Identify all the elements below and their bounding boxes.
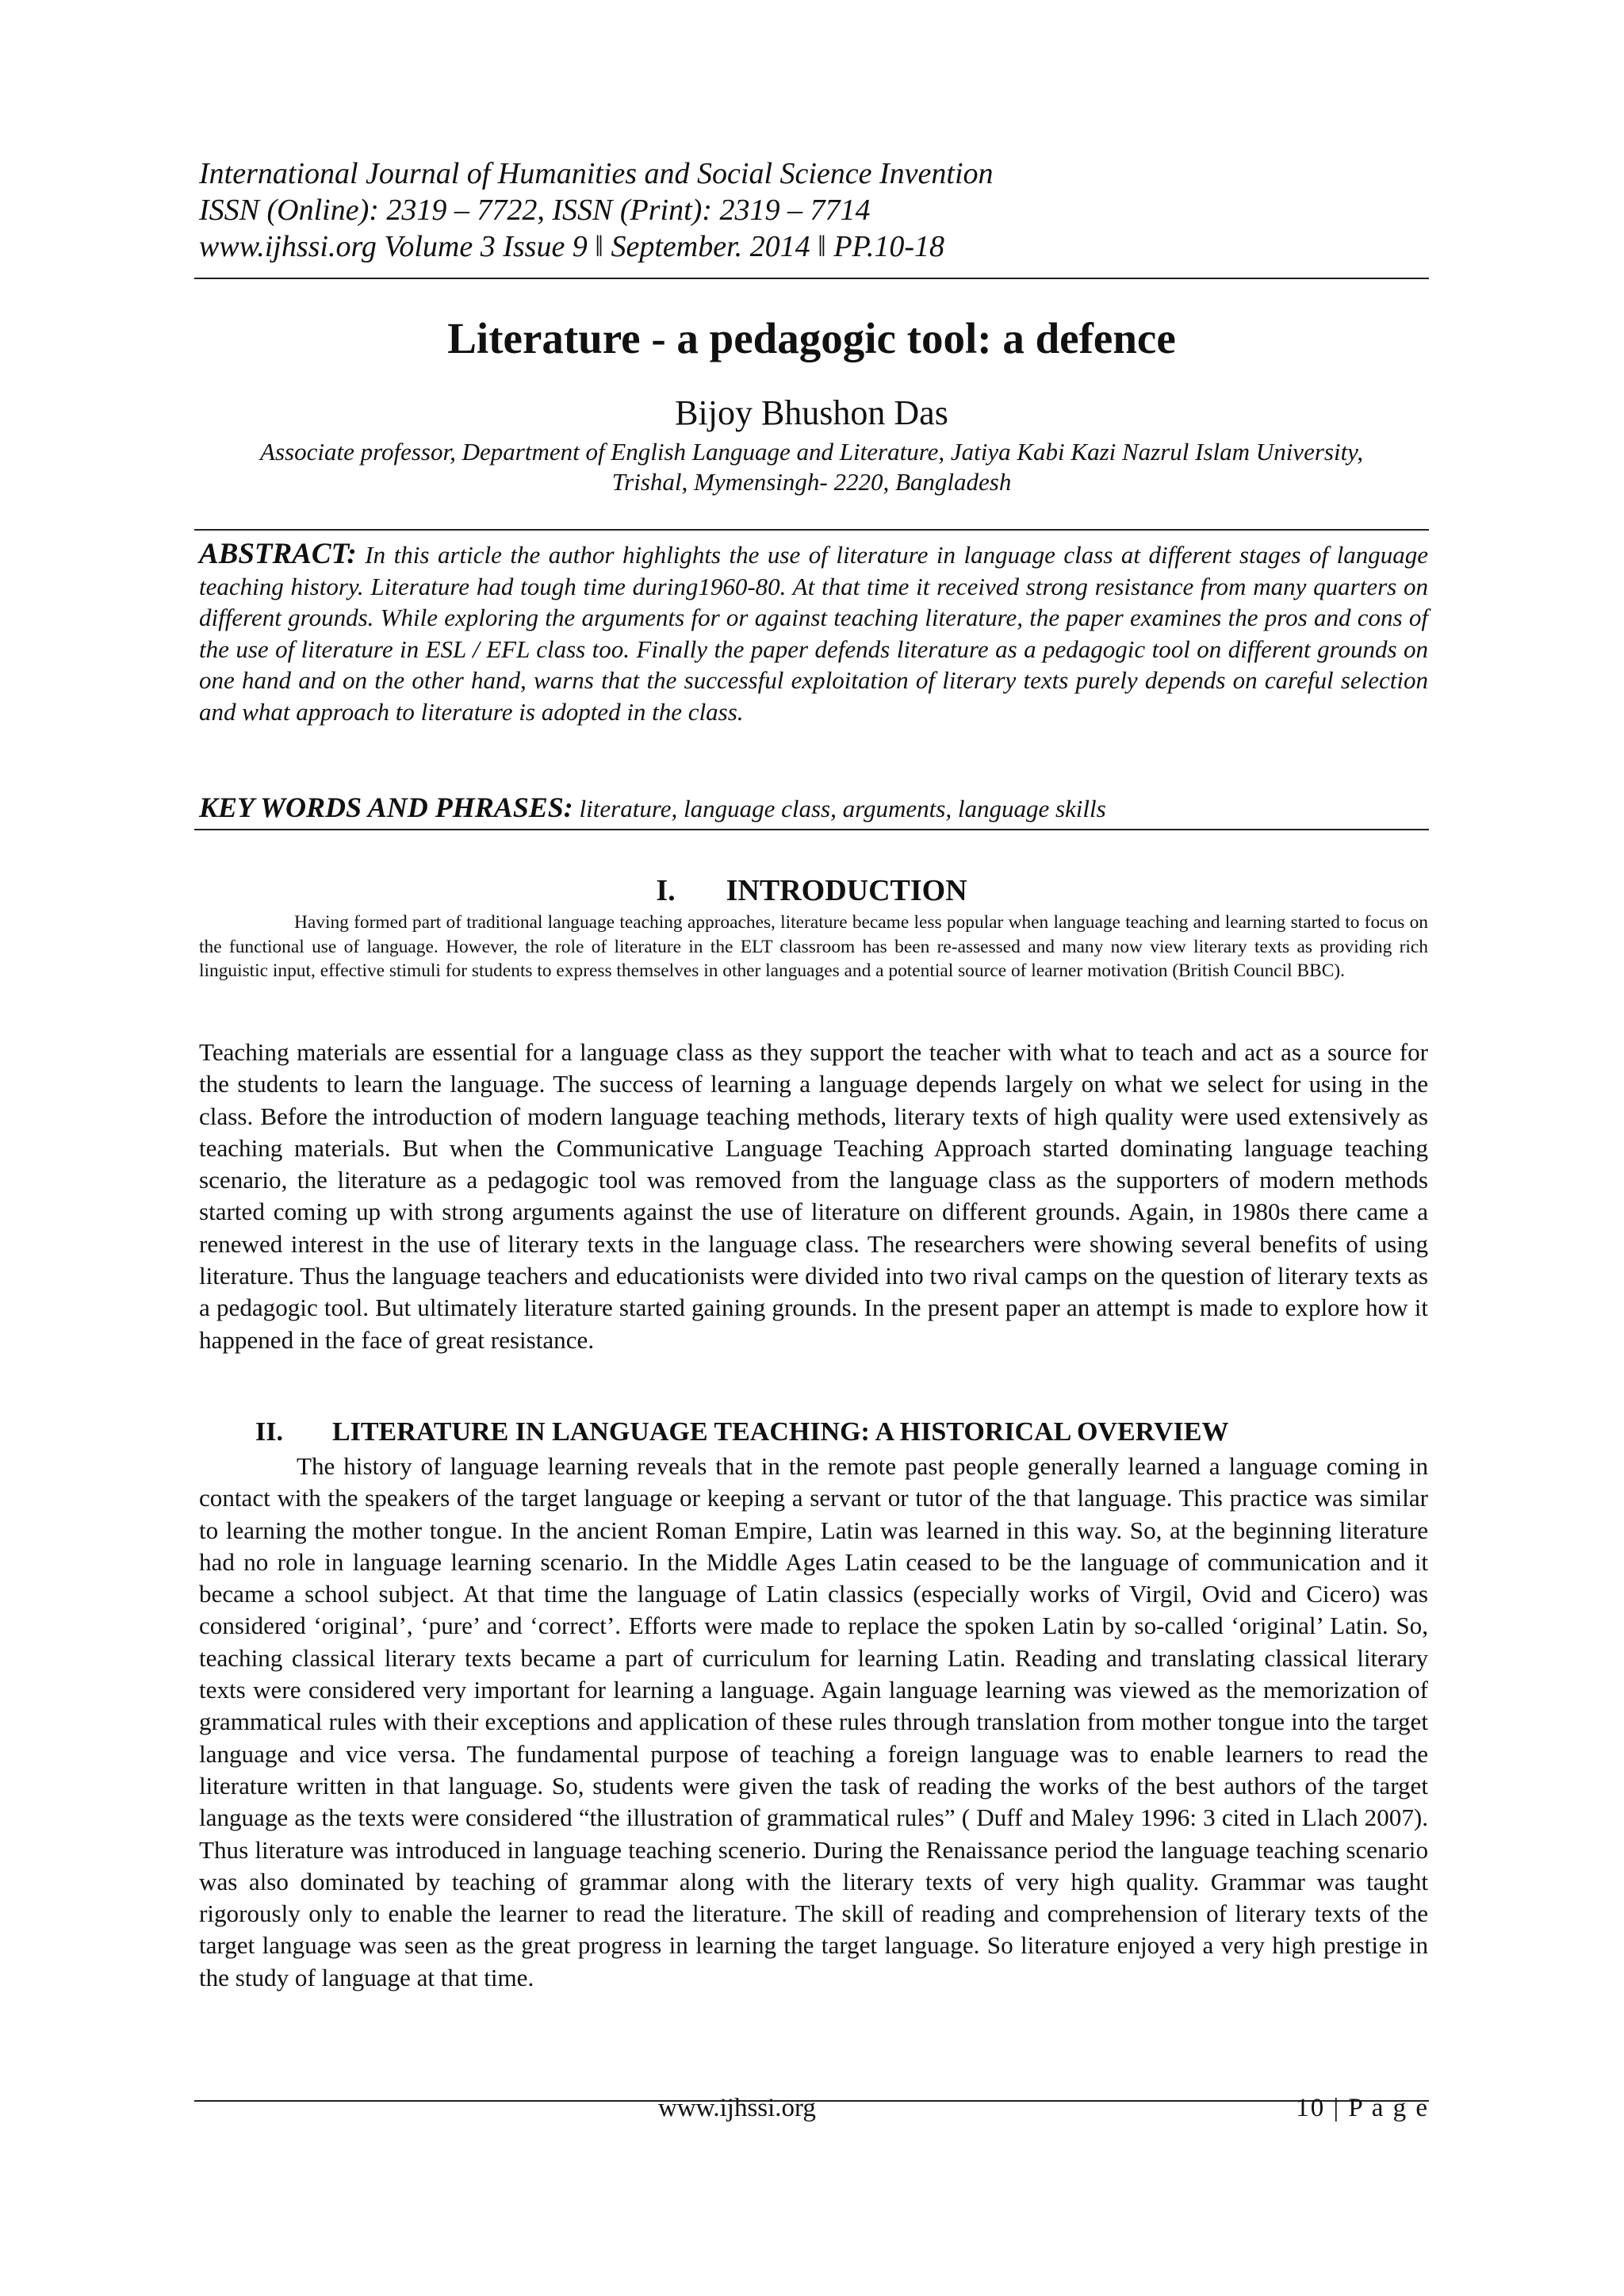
keywords-label: KEY WORDS AND PHRASES: [199,792,573,823]
section-heading-historical-overview [255,1416,1228,1449]
section-number: I. [656,874,676,907]
introduction-quote: Having formed part of traditional language teaching approaches, literature became less popular when language teaching and learning started to focus on the functional use of language. However, the role of literature in the ELT classroom has been re-assessed and many now view literary texts as providing rich linguistic input, effective stimuli for students to express themselves in other languages and a potential source of learner motivation (British Council BBC). [199,912,1428,982]
author-affiliation [194,437,1429,497]
introduction-paragraph: Teaching materials are essential for a language class as they support the teacher with what to teach and act as a source for the students to learn the language. The success of learning a language depends largely on what we select for using in the class. Before the introduction of modern language teaching methods, literary texts of high quality were used extensively as teaching materials. But when the Communicative Language Teaching Approach started dominating language teaching scenario, the literature as a pedagogic tool was removed from the language class as the supporters of modern methods started coming up with strong arguments against the use of literature on different grounds. Again, in 1980s there came a renewed interest in the use of literary texts in the language class. The researchers were showing several benefits of using literature. Thus the language teachers and educationists were divided into two rival camps on the question of literary texts as a pedagogic tool. But ultimately literature started gaining grounds. In the present paper an attempt is made to explore how it happened in the face of great resistance. [199,1038,1428,1354]
section-title: LITERATURE IN LANGUAGE TEACHING: A HISTORICAL OVERVIEW [331,1417,1229,1447]
journal-name: International Journal of Humanities and Social Science Invention [199,157,994,190]
abstract-top-divider [194,529,1429,531]
historical-overview-paragraph: The history of language learning reveals that in the remote past people generally learned a language coming in contact with the speakers of the target language or keeping a servant or tutor of the that language. This practice was similar to learning the mother tongue. In the ancient Roman Empire, Latin was learned in this way. So, at the beginning literature had no role in language learning scenario. In the Middle Ages Latin ceased to be the language of communication and it became a school subject. At that time the language of Latin classics (especially works of Virgil, Ovid and Cicero) was considered ‘original’, ‘pure’ and ‘correct’. Efforts were made to replace the spoken Latin by so-called ‘original’ Latin. So, teaching classical literary texts became a part of curriculum for learning Latin. Reading and translating classical literary texts were considered very important for learning a language. Again language learning was viewed as the memorization of grammatical rules with their exceptions and application of these rules through translation from mother tongue into the target language and vice versa. The fundamental purpose of teaching a foreign language was to enable learners to read the literature written in that language. So, students were given the task of reading the works of the best authors of the target language as the texts were considered “the illustration of grammatical rules” ( Duff and Maley 1996: 3 cited in Llach 2007). Thus literature was introduced in language teaching scenerio. During the Renaissance period the language teaching scenario was also dominated by teaching of grammar along with the literary texts of very high quality. Grammar was taught rigorously only to enable the learner to read the literature. The skill of reading and comprehension of literary texts of the target language was seen as the great progress in learning the target language. So literature enjoyed a very high prestige in the study of language at that time. [199,1452,1428,1991]
journal-issn: ISSN (Online): 2319 – 7722, ISSN (Print): 2319 – 7714 [199,194,871,227]
affiliation-line-1: Associate professor, Department of English Language and Literature, Jatiya Kabi Kazi Nazrul Islam University, [260,438,1363,466]
abstract [199,539,1428,727]
header-divider [194,278,1429,279]
abstract-text: In this article the author highlights the use of literature in language class at different stages of language teaching history. Literature had tough time during1960-80. At that time it received strong resistance from many quarters on different grounds. While exploring the arguments for or against teaching literature, the paper examines the pros and cons of the use of literature in ESL / EFL class too. Finally the paper defends literature as a pedagogic tool on different grounds on one hand and on the other hand, warns that the successful exploitation of literary texts purely depends on careful selection and what approach to literature is adopted in the class. [199,541,1428,726]
section-number: II. [255,1417,283,1447]
article-title: Literature - a pedagogic tool: a defence [447,314,1176,362]
journal-header [199,155,1428,265]
page-number: 10 | P a g e [1296,2094,1429,2122]
keywords-divider [194,829,1429,830]
journal-volume: www.ijhssi.org Volume 3 Issue 9 ǁ September. 2014 ǁ PP.10-18 [199,230,944,263]
keywords-text: literature, language class, arguments, language skills [579,795,1106,822]
section-title: INTRODUCTION [726,874,967,907]
footer-url: www.ijhssi.org [658,2094,816,2122]
keywords [199,792,1428,825]
author-name: Bijoy Bhushon Das [675,393,948,432]
abstract-label: ABSTRACT: [199,538,357,570]
affiliation-line-2: Trishal, Mymensingh- 2220, Bangladesh [611,468,1012,496]
section-heading-introduction [194,873,1429,908]
